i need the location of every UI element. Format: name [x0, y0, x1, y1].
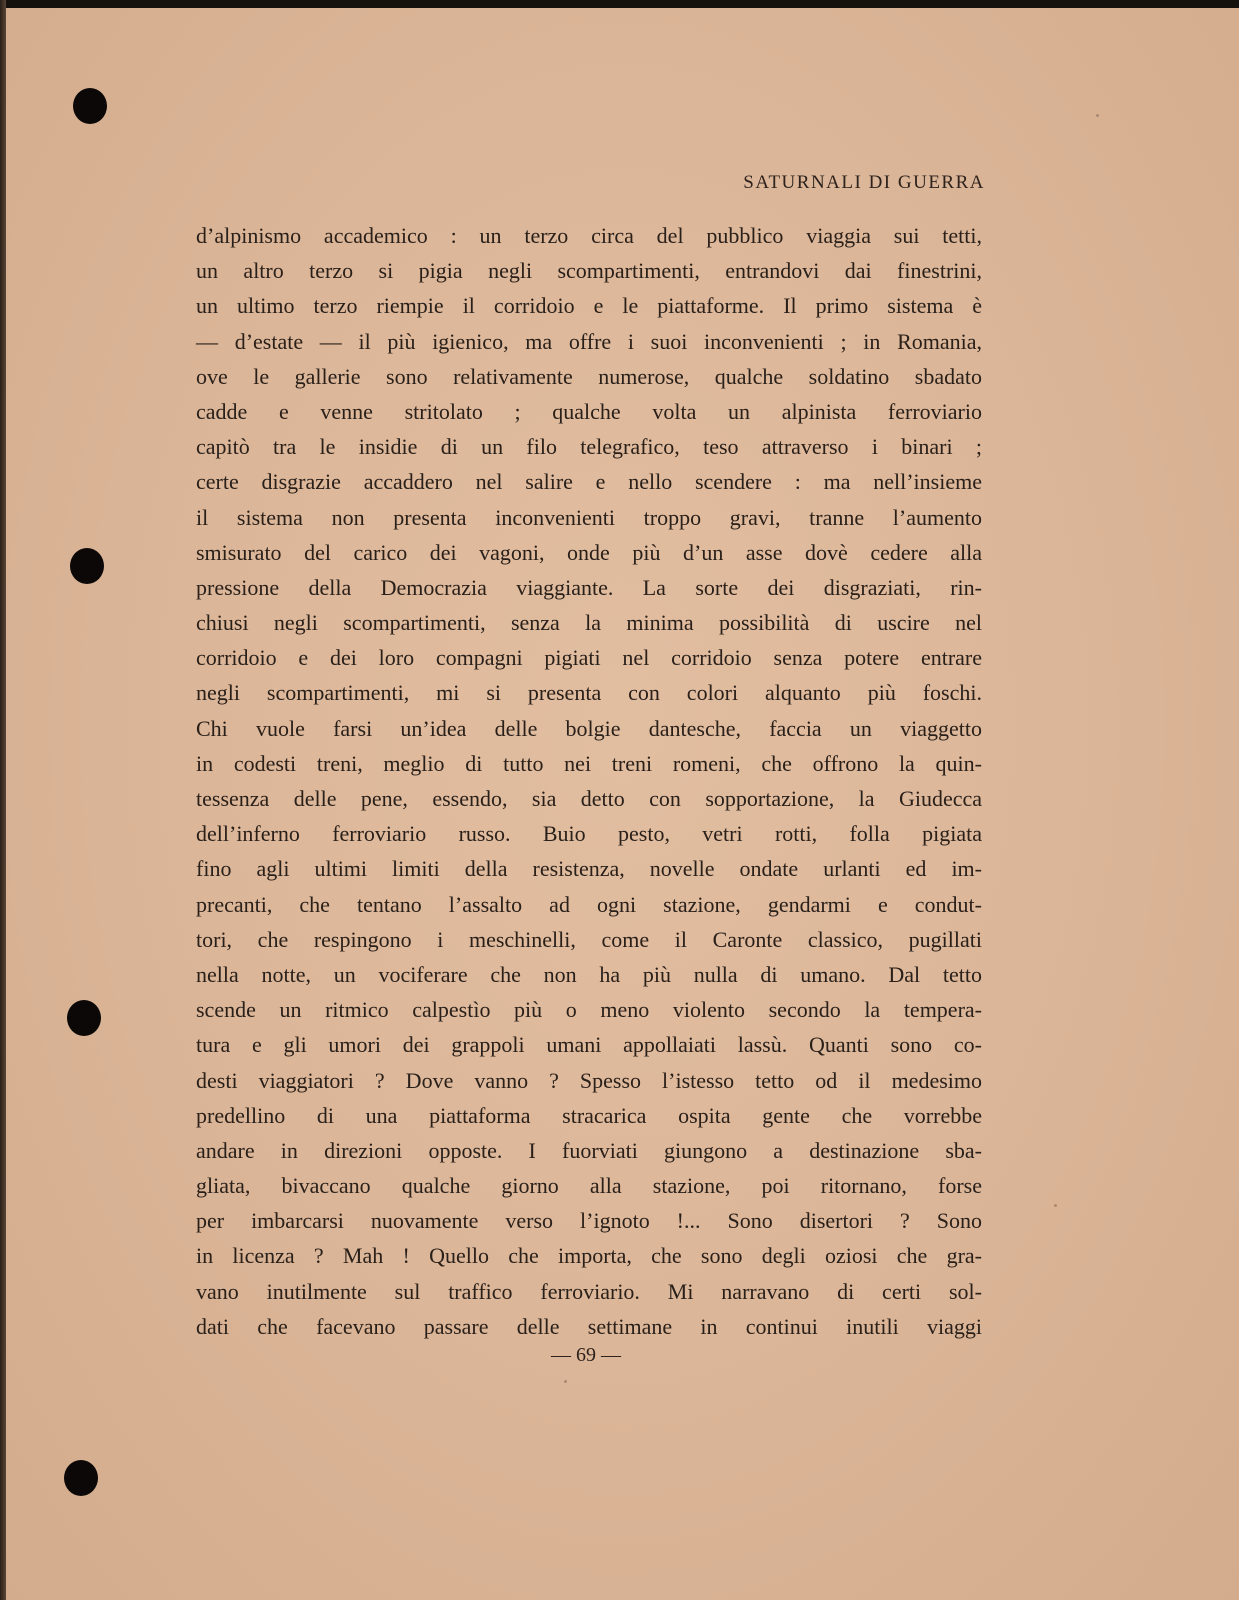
text-line: vano inutilmente sul traffico ferroviario. Mi narravano di certi sol- — [196, 1278, 982, 1304]
text-line: per imbarcarsi nuovamente verso l’ignoto !... Sono disertori ? Sono — [196, 1208, 982, 1234]
paper-speck — [1096, 114, 1099, 117]
text-line: corridoio e dei loro compagni pigiati nel corridoio senza potere entrare — [196, 645, 982, 671]
text-line: scende un ritmico calpestìo più o meno violento secondo la tempera- — [196, 997, 982, 1023]
binder-hole-2 — [70, 548, 104, 584]
text-line: tori, che respingono i meschinelli, come il Caronte classico, pugillati — [196, 926, 982, 952]
text-line: desti viaggiatori ? Dove vanno ? Spesso l’istesso tetto od il medesimo — [196, 1067, 982, 1093]
text-line: dati che facevano passare delle settimane in continui inutili viaggi — [196, 1313, 982, 1339]
text-line: fino agli ultimi limiti della resistenza, novelle ondate urlanti ed im- — [196, 856, 982, 882]
text-line: negli scompartimenti, mi si presenta con colori alquanto più foschi. — [196, 680, 982, 706]
text-line: — d’estate — il più igienico, ma offre i suoi inconvenienti ; in Romania, — [196, 328, 982, 354]
text-line: capitò tra le insidie di un filo telegrafico, teso attraverso i binari ; — [196, 434, 982, 460]
text-line: certe disgrazie accaddero nel salire e nello scendere : ma nell’insieme — [196, 469, 982, 495]
binder-hole-1 — [73, 88, 107, 124]
text-line: d’alpinismo accademico : un terzo circa del pubblico viaggia sui tetti, — [196, 223, 982, 248]
text-line: ove le gallerie sono relativamente numerose, qualche soldatino sbadato — [196, 363, 982, 389]
text-line: gliata, bivaccano qualche giorno alla stazione, poi ritornano, forse — [196, 1173, 982, 1199]
page-number: — 69 — — [551, 1344, 621, 1366]
text-line: cadde e venne stritolato ; qualche volta un alpinista ferroviario — [196, 398, 982, 424]
text-line: in codesti treni, meglio di tutto nei treni romeni, che offrono la quin- — [196, 750, 982, 776]
text-line: predellino di una piattaforma stracarica ospita gente che vorrebbe — [196, 1102, 982, 1128]
text-line: andare in direzioni opposte. I fuorviati giungono a destinazione sba- — [196, 1137, 982, 1163]
text-line: dell’inferno ferroviario russo. Buio pesto, vetri rotti, folla pigiata — [196, 821, 982, 847]
text-line: Chi vuole farsi un’idea delle bolgie dantesche, faccia un viaggetto — [196, 715, 982, 741]
text-line: smisurato del carico dei vagoni, onde più d’un asse dovè cedere alla — [196, 539, 982, 565]
text-line: il sistema non presenta inconvenienti troppo gravi, tranne l’aumento — [196, 504, 982, 530]
body-text — [196, 218, 982, 1344]
text-line: pressione della Democrazia viaggiante. La sorte dei disgraziati, rin- — [196, 574, 982, 600]
text-line: tessenza delle pene, essendo, sia detto con sopportazione, la Giudecca — [196, 786, 982, 811]
paper-speck — [1054, 1204, 1057, 1207]
paper-speck — [564, 1380, 567, 1383]
scan-top-edge — [0, 0, 1239, 8]
book-page — [6, 8, 1239, 1600]
text-line: chiusi negli scompartimenti, senza la minima possibilità di uscire nel — [196, 610, 982, 636]
text-line: in licenza ? Mah ! Quello che importa, che sono degli oziosi che gra- — [196, 1243, 982, 1269]
text-line: tura e gli umori dei grappoli umani appollaiati lassù. Quanti sono co- — [196, 1032, 982, 1058]
running-head: SATURNALI DI GUERRA — [743, 172, 985, 193]
text-line: un altro terzo si pigia negli scompartimenti, entrandovi dai finestrini, — [196, 258, 982, 284]
binder-hole-4 — [64, 1460, 98, 1496]
text-line: nella notte, un vociferare che non ha più nulla di umano. Dal tetto — [196, 961, 982, 987]
binder-hole-3 — [67, 1000, 101, 1036]
text-line: precanti, che tentano l’assalto ad ogni stazione, gendarmi e condut- — [196, 891, 982, 917]
text-line: un ultimo terzo riempie il corridoio e le piattaforme. Il primo sistema è — [196, 293, 982, 319]
